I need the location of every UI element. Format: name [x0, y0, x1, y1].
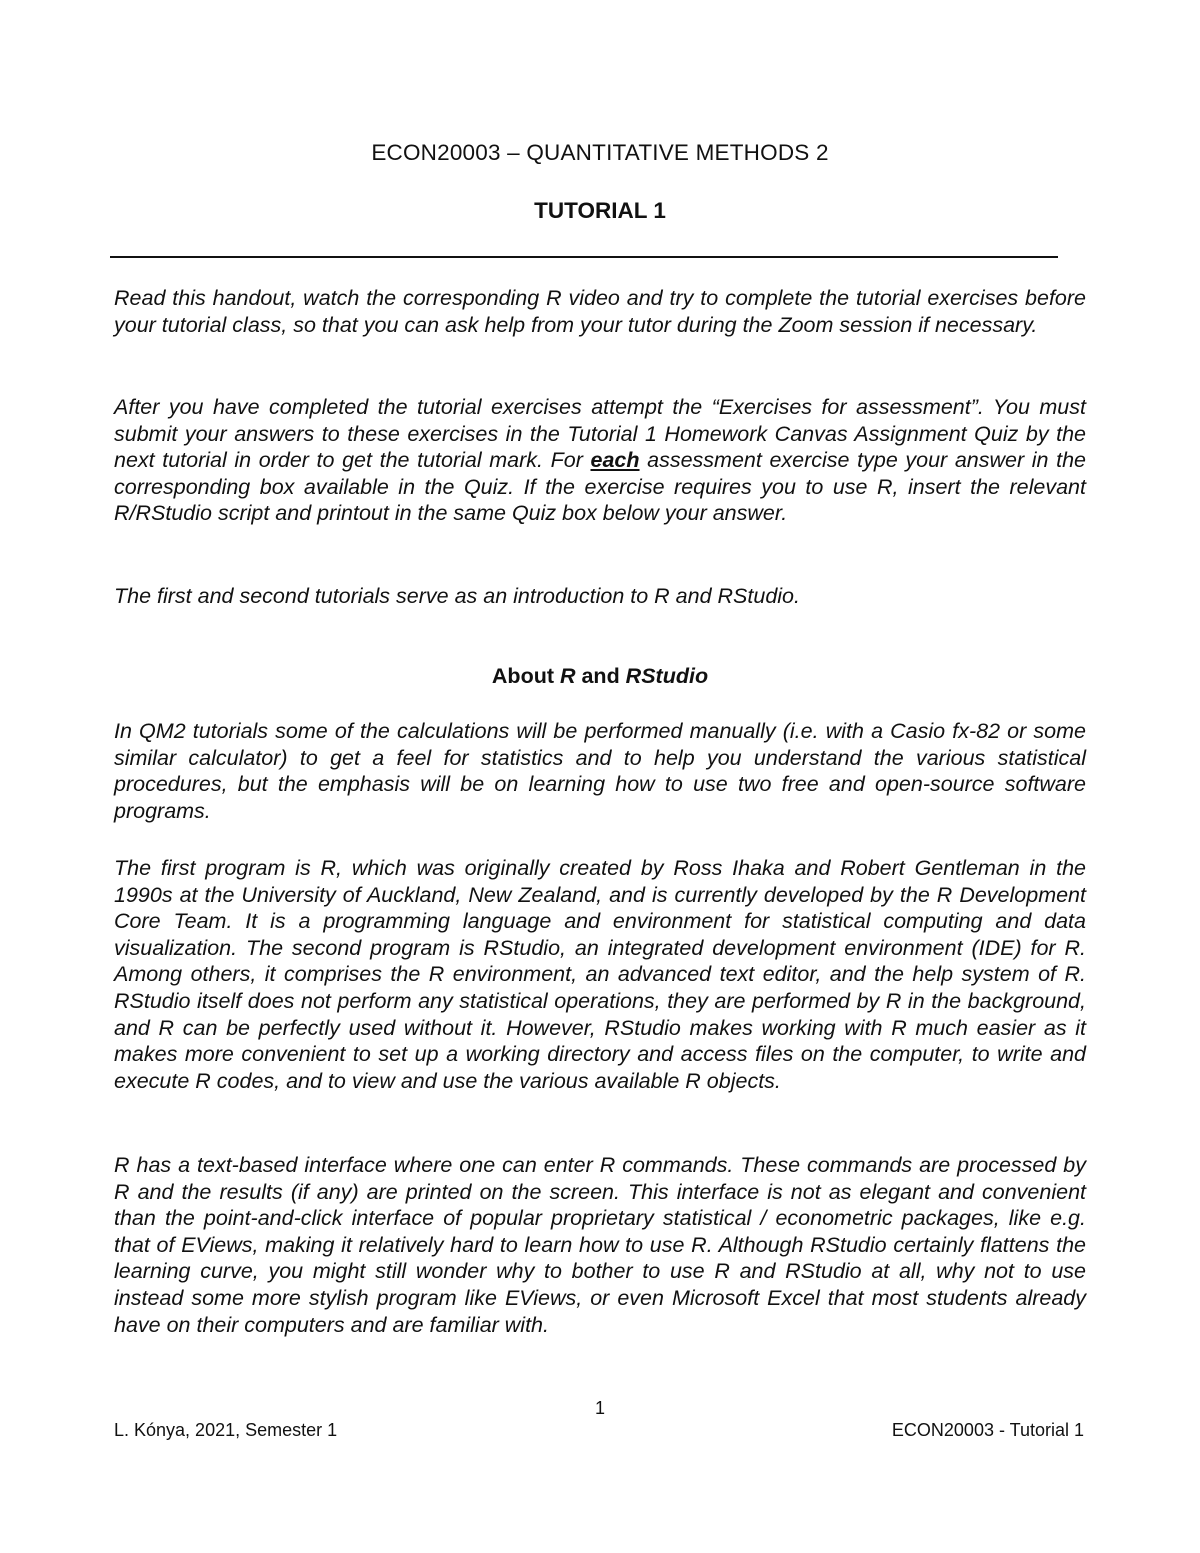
intro-paragraph-3-text: The first and second tutorials serve as an introduction to R and RStudio.	[114, 584, 800, 608]
section-heading-part3: and	[575, 664, 626, 688]
section-paragraph-3-text: R has a text-based interface where one can enter R commands. These commands are processed by R and the results (if any) are printed on the screen. This interface is not as elegant and convenient than the point-and-click interface of popular proprietary statistical / econometric packages, like e.g. that of EViews, making it relatively hard to learn how to use R. Although RStudio certainly flattens the learning curve, you might still wonder why to bother to use R and RStudio at all, why not to use instead some more stylish program like EViews, or even Microsoft Excel that most students already have on their computers and are familiar with.	[114, 1153, 1086, 1337]
section-heading-rstudio: RStudio	[625, 664, 709, 688]
section-heading-part1: About	[491, 664, 560, 688]
section-paragraph-1-text: In QM2 tutorials some of the calculations will be performed manually (i.e. with a Casio fx-82 or some similar calculator) to get a feel for statistics and to help you understand the various statistical procedures, but the emphasis will be on learning how to use two free and open-source software programs.	[114, 719, 1086, 823]
intro-paragraph-3	[114, 583, 1086, 610]
section-paragraph-1	[114, 718, 1086, 824]
section-paragraph-2	[114, 855, 1086, 1094]
intro-paragraph-1	[114, 285, 1086, 338]
intro-paragraph-2-text	[114, 394, 1086, 527]
emphasis-each: each	[590, 448, 640, 473]
section-heading	[0, 664, 1200, 689]
intro-paragraph-2-part1: After you have completed the tutorial exercises attempt the “Exercises for assessment”. You must submit your answers to these exercises in the Tutorial 1 Homework Canvas Assignment Quiz by the next tutorial in order to get the tutorial mark. For	[114, 395, 1086, 473]
header-divider	[110, 256, 1058, 258]
footer-author: L. Kónya, 2021, Semester 1	[114, 1420, 338, 1440]
intro-paragraph-1-text: Read this handout, watch the corresponding R video and try to complete the tutorial exercises before your tutorial class, so that you can ask help from your tutor during the Zoom session if necessary.	[114, 286, 1086, 337]
intro-paragraph-2-part2: assessment exercise type your answer in the corresponding box available in the Quiz. If the exercise requires you to use R, insert the relevant R/RStudio script and printout in the same Quiz box below your answer.	[114, 448, 1086, 526]
tutorial-title: TUTORIAL 1	[534, 198, 666, 223]
footer-course: ECON20003 - Tutorial 1	[891, 1420, 1084, 1440]
page-number: 1	[594, 1398, 605, 1418]
course-title: ECON20003 – QUANTITATIVE METHODS 2	[371, 140, 829, 165]
section-paragraph-2-text: The first program is R, which was originally created by Ross Ihaka and Robert Gentleman in the 1990s at the University of Auckland, New Zealand, and is currently developed by the R Development Core Team. It is a programming language and environment for statistical computing and data visualization. The second program is RStudio, an integrated development environment (IDE) for R. Among others, it comprises the R environment, an advanced text editor, and the help system of R. RStudio itself does not perform any statistical operations, they are performed by R in the background, and R can be perfectly used without it. However, RStudio makes working with R much easier as it makes more convenient to set up a working directory and access files on the computer, to write and execute R codes, and to view and use the various available R objects.	[114, 856, 1086, 1093]
intro-paragraph-2	[114, 394, 1086, 527]
section-heading-r: R	[559, 664, 576, 688]
section-paragraph-3	[114, 1152, 1086, 1338]
